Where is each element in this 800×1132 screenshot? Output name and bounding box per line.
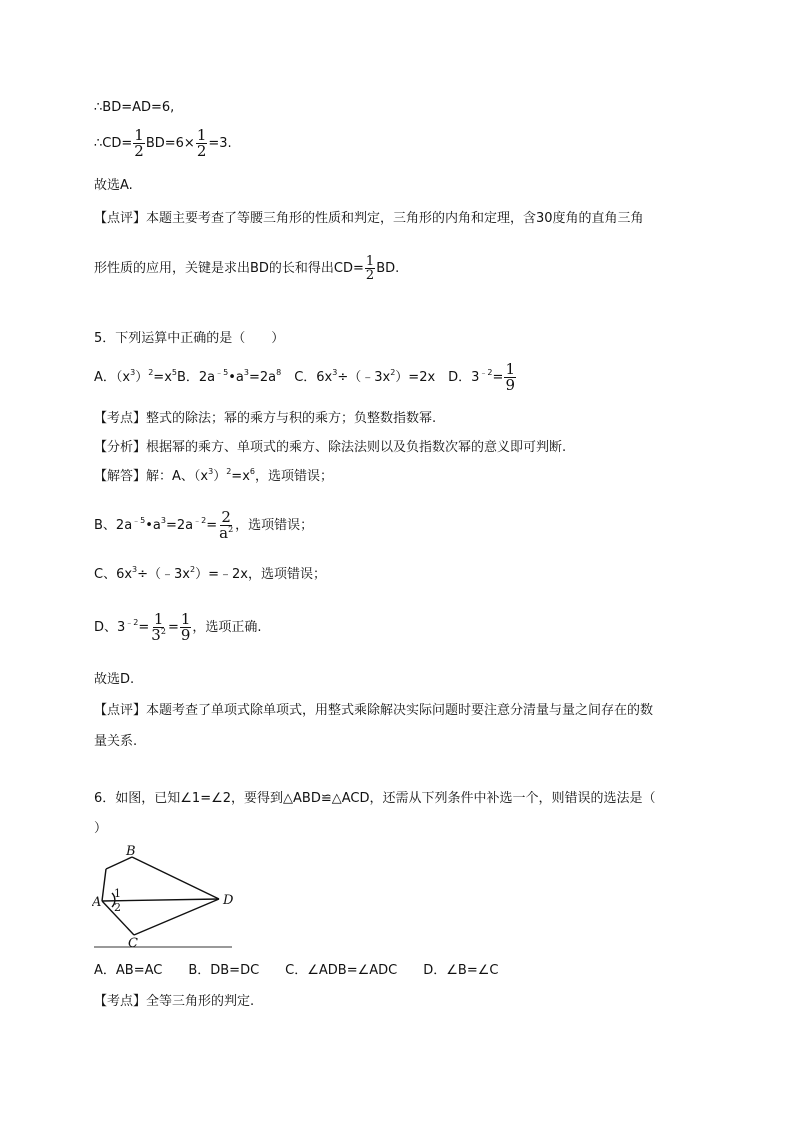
answer-choice-d: 故选D. [94,672,135,687]
fraction-two-over-a-squared: $\frac{2}{a^2}$ [219,508,234,542]
angle-label-2: 2 [114,901,121,914]
proof-line-cd: ∴CD= $\frac{1}{2}$ BD=6× $\frac{1}{2}$ =3. [94,126,232,160]
dianping-5-line-1: 【点评】本题考查了单项式除单项式，用整式乘除解决实际问题时要注意分清量与量之间存在的数 [94,703,654,718]
fraction-half: $\frac{1}{2}$ [134,126,144,160]
jieda-5-a: 【解答】解：A、$(x^3)^2=x^6$，选项错误； [94,467,333,484]
fraction-half: $\frac{1}{2}$ [365,254,375,283]
question-6-options: A．AB=AC B．DB=DC C．∠ADB=∠ADC D．∠B=∠C [94,963,499,978]
kaodian-6: 【考点】全等三角形的判定. [94,994,255,1009]
answer-choice-a: 故选A. [94,178,133,193]
jieda-5-b: B、$2a^{﹣5}•a^3=2a^{﹣2}=$ $\frac{2}{a^2}$ ，选项错误； [94,508,314,542]
question-6-title-end: ） [94,821,108,836]
jieda-5-d: D、$3^{﹣2}=$ $\frac{1}{3^2}$ = $\frac{1}{9}$ ，选项正确. [94,610,262,644]
triangle-figure [92,843,237,953]
question-6-title: 6．如图，已知∠1=∠2，要得到△ABD≌△ACD，还需从下列条件中补选一个，则错误的选法是（ [94,791,656,806]
dianping-5-line-2: 量关系. [94,734,138,749]
angle-label-1: 1 [114,887,121,900]
fraction-one-ninth: $\frac{1}{9}$ [505,360,515,394]
question-5-options: A．$(x^3)^2=x^5B$．$2a^{﹣5}•a^3=2a^8$ C．$6x^3\div(﹣3x^2)=2x$ D．$3^{﹣2}=$ $\frac{1}{9}$ [94,360,515,394]
vertex-label-a: A [92,895,102,910]
vertex-label-d: D [223,893,234,908]
comment-line-2: 形性质的应用，关键是求出BD的长和得出CD= $\frac{1}{2}$ BD. [94,254,400,283]
jieda-5-c: C、$6x^3\div(﹣3x^2)=﹣2x$，选项错误； [94,565,326,582]
vertex-label-c: C [128,936,138,951]
fenxi-5: 【分析】根据幂的乘方、单项式的乘方、除法法则以及负指数次幂的意义即可判断. [94,440,567,455]
fraction-one-ninth: $\frac{1}{9}$ [180,610,191,644]
vertex-label-b: B [126,844,136,859]
kaodian-5: 【考点】整式的除法；幂的乘方与积的乘方；负整数指数幂. [94,411,437,426]
fraction-half: $\frac{1}{2}$ [196,126,207,160]
proof-line-bd: ∴BD=AD=6, [94,100,175,115]
question-5-title: 5．下列运算中正确的是（ ） [94,331,285,346]
comment-line-1: 【点评】本题主要考查了等腰三角形的性质和判定，三角形的内角和定理，含30度角的直角三角 [94,211,644,226]
fraction-one-over-three-squared: $\frac{1}{3^2}$ [151,610,166,644]
